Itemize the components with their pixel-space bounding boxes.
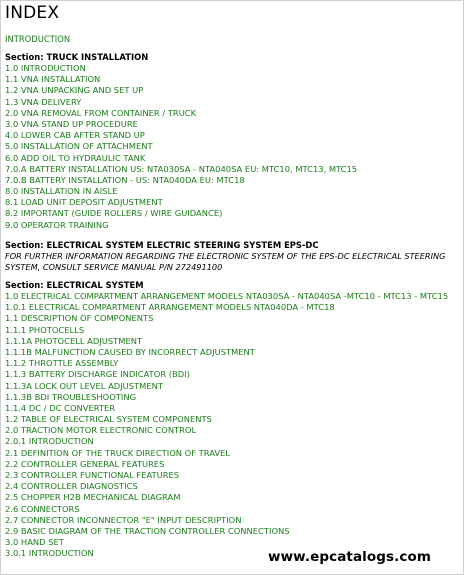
index-entry-link[interactable]: 5.0 INSTALLATION OF ATTACHMENT	[5, 141, 153, 152]
index-entry-link[interactable]: 8.2 IMPORTANT (GUIDE ROLLERS / WIRE GUIDANCE)	[5, 208, 223, 219]
section-heading-truck	[5, 52, 457, 63]
section-prefix: Section:	[5, 52, 44, 62]
index-entry-link[interactable]: 2.7 CONNECTOR INCONNECTOR "E" INPUT DESCRIPTION	[5, 514, 242, 525]
index-entry-link[interactable]: 8.1 LOAD UNIT DEPOSIT ADJUSTMENT	[5, 197, 163, 208]
section-heading-electrical	[5, 280, 457, 291]
truck-installation-list	[5, 63, 457, 231]
index-entry-link[interactable]: 1.2 VNA UNPACKING AND SET UP	[5, 85, 144, 96]
index-entry-link[interactable]: 2.0 TRACTION MOTOR ELECTRONIC CONTROL	[5, 425, 197, 436]
index-entry-link[interactable]: 1.1.1B MALFUNCTION CAUSED BY INCORRECT ADJUSTMENT	[5, 346, 255, 357]
index-entry-link[interactable]: 2.0 VNA REMOVAL FROM CONTAINER / TRUCK	[5, 107, 197, 118]
index-entry-link[interactable]: 1.1.2 THROTTLE ASSEMBLY	[5, 358, 119, 369]
index-entry-link[interactable]: 2.6 CONNECTORS	[5, 503, 80, 514]
index-entry-link[interactable]: 2.4 CONTROLLER DIAGNOSTICS	[5, 481, 138, 492]
section-title-electrical: ELECTRICAL SYSTEM	[46, 280, 144, 290]
index-entry-link[interactable]: 1.1.3 BATTERY DISCHARGE INDICATOR (BDI)	[5, 369, 190, 380]
index-entry-link[interactable]: 3.0 HAND SET	[5, 537, 64, 548]
index-entry-link[interactable]: 3.0.1 INTRODUCTION	[5, 548, 94, 559]
index-entry-link[interactable]: 1.1.4 DC / DC CONVERTER	[5, 402, 116, 413]
index-entry-link[interactable]: 7.0.A BATTERY INSTALLATION US: NTA030SA - NTA040SA EU: MTC10, MTC13, MTC15	[5, 163, 358, 174]
index-entry-link[interactable]: 1.1.1 PHOTOCELLS	[5, 324, 85, 335]
index-entry-link[interactable]: 2.5 CHOPPER H2B MECHANICAL DIAGRAM	[5, 492, 181, 503]
index-entry-link[interactable]: 1.1 DESCRIPTION OF COMPONENTS	[5, 313, 154, 324]
electrical-system-list	[5, 291, 457, 560]
index-entry-link[interactable]: 1.1.3A LOCK OUT LEVEL ADJUSTMENT	[5, 380, 163, 391]
page-title: INDEX	[5, 3, 60, 23]
eps-note: FOR FURTHER INFORMATION REGARDING THE ELECTRONIC SYSTEM OF THE EPS-DC ELECTRICAL STEERING SYSTEM, CONSULT SERVICE MANUAL P/N 272491100	[5, 251, 446, 272]
index-entry-link[interactable]: 1.2 TABLE OF ELECTRICAL SYSTEM COMPONENTS	[5, 414, 212, 425]
index-entry-link[interactable]: 2.1 DEFINITION OF THE TRUCK DIRECTION OF TRAVEL	[5, 447, 231, 458]
section-heading-eps	[5, 240, 457, 251]
index-entry-link[interactable]: 2.2 CONTROLLER GENERAL FEATURES	[5, 458, 165, 469]
index-entry-link[interactable]: 1.1 VNA INSTALLATION	[5, 74, 101, 85]
section-eps-dc	[5, 240, 457, 273]
index-entry-link[interactable]: 6.0 ADD OIL TO HYDRAULIC TANK	[5, 152, 146, 163]
index-entry-link[interactable]: 2.9 BASIC DIAGRAM OF THE TRACTION CONTROLLER CONNECTIONS	[5, 525, 290, 536]
index-entry-link[interactable]: 1.1.3B BDI TROUBLESHOOTING	[5, 391, 137, 402]
index-entry-link[interactable]: 1.0 ELECTRICAL COMPARTMENT ARRANGEMENT MODELS NTA030SA - NTA040SA -MTC10 - MTC13 - MTC15	[5, 291, 449, 301]
index-entry-link[interactable]: 8.0 INSTALLATION IN AISLE	[5, 186, 118, 197]
index-entry-link[interactable]: 2.3 CONTROLLER FUNCTIONAL FEATURES	[5, 470, 180, 480]
index-entry-link[interactable]: 1.1.1A PHOTOCELL ADJUSTMENT	[5, 335, 143, 346]
index-entry-link[interactable]: 9.0 OPERATOR TRAINING	[5, 219, 109, 230]
index-entry-link[interactable]: 7.0.B BATTERY INSTALLATION - US: NTA040DA EU: MTC18	[5, 174, 245, 185]
section-prefix: Section:	[5, 280, 44, 290]
index-entry-link[interactable]: 1.0.1 ELECTRICAL COMPARTMENT ARRANGEMENT MODELS NTA040DA - MTC18	[5, 302, 335, 313]
section-electrical-system	[5, 280, 457, 560]
index-entry-link[interactable]: 2.0.1 INTRODUCTION	[5, 436, 94, 447]
index-entry-link[interactable]: 1.3 VNA DELIVERY	[5, 96, 82, 107]
section-title-eps: ELECTRICAL SYSTEM ELECTRIC STEERING SYSTEM EPS-DC	[46, 240, 319, 250]
section-truck-installation	[5, 52, 457, 231]
index-entry-link[interactable]: 4.0 LOWER CAB AFTER STAND UP	[5, 130, 145, 141]
index-entry-link[interactable]: 1.0 INTRODUCTION	[5, 63, 86, 73]
index-entry-link[interactable]: 3.0 VNA STAND UP PROCEDURE	[5, 118, 138, 129]
watermark-text: www.epcatalogs.com	[268, 549, 432, 565]
introduction-link[interactable]: INTRODUCTION	[5, 34, 71, 44]
section-title-truck: TRUCK INSTALLATION	[46, 52, 149, 62]
section-prefix: Section:	[5, 240, 44, 250]
